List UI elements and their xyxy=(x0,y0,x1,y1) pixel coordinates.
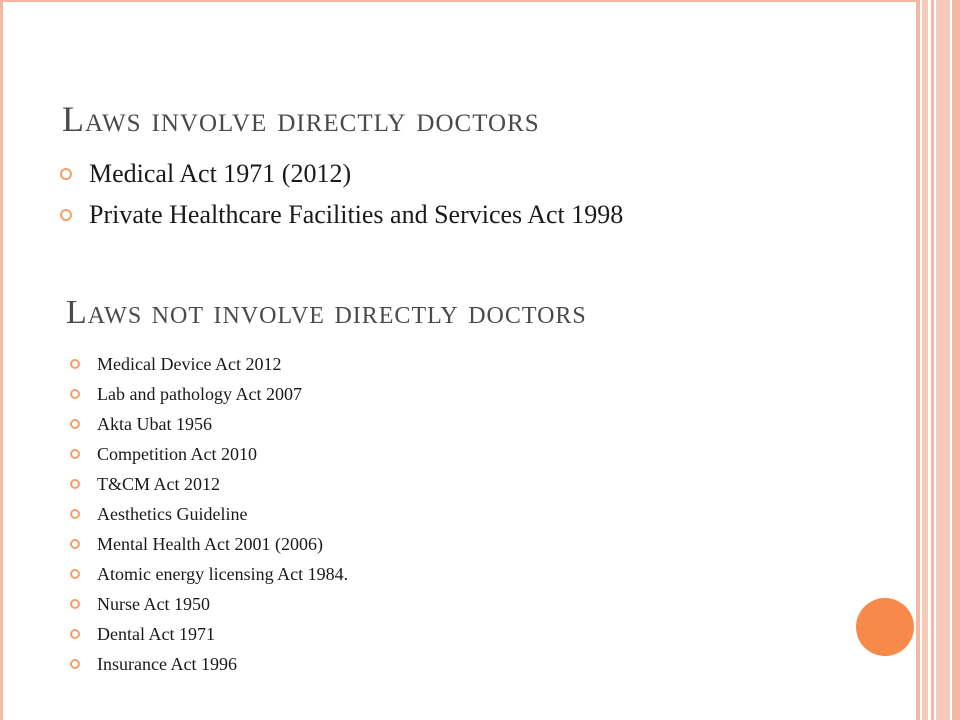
list-item-label: Mental Health Act 2001 (2006) xyxy=(97,534,323,554)
list-item-label: Aesthetics Guideline xyxy=(97,504,248,524)
bullet-circle-icon xyxy=(70,509,80,519)
list-item xyxy=(70,354,590,384)
decorative-stripe xyxy=(916,0,920,720)
bullet-circle-icon xyxy=(70,539,80,549)
list-item xyxy=(60,199,800,230)
accent-circle xyxy=(856,598,914,656)
bullet-circle-icon xyxy=(70,449,80,459)
bullet-circle-icon xyxy=(60,168,72,180)
slide-frame-left xyxy=(0,0,3,720)
slide-frame-top xyxy=(0,0,920,2)
list-item-label: Lab and pathology Act 2007 xyxy=(97,384,302,404)
list-item xyxy=(70,384,590,414)
slide-title-secondary: Laws not involve directly doctors xyxy=(66,294,587,331)
list-item-label: Akta Ubat 1956 xyxy=(97,414,212,434)
bullet-circle-icon xyxy=(70,659,80,669)
list-item xyxy=(70,564,590,594)
list-item xyxy=(70,534,590,564)
decorative-stripe xyxy=(922,0,928,720)
bullet-circle-icon xyxy=(70,629,80,639)
list-item xyxy=(70,654,590,684)
list-item-label: Insurance Act 1996 xyxy=(97,654,237,674)
list-item-label: Atomic energy licensing Act 1984. xyxy=(97,564,349,584)
decorative-stripe xyxy=(931,0,934,720)
list-item-label: Private Healthcare Facilities and Services Act 1998 xyxy=(89,200,624,229)
decorative-stripe xyxy=(952,0,960,720)
list-item xyxy=(70,414,590,444)
bullet-circle-icon xyxy=(60,209,72,221)
slide-title-primary: Laws involve directly doctors xyxy=(62,99,540,139)
list-item xyxy=(70,474,590,504)
list-item-label: Competition Act 2010 xyxy=(97,444,257,464)
list-item-label: T&CM Act 2012 xyxy=(97,474,221,494)
primary-laws-list xyxy=(60,158,800,240)
list-item xyxy=(70,624,590,654)
list-item-label: Medical Act 1971 (2012) xyxy=(89,159,352,188)
bullet-circle-icon xyxy=(70,479,80,489)
bullet-circle-icon xyxy=(70,359,80,369)
bullet-circle-icon xyxy=(70,419,80,429)
bullet-circle-icon xyxy=(70,599,80,609)
list-item-label: Dental Act 1971 xyxy=(97,624,215,644)
list-item-label: Medical Device Act 2012 xyxy=(97,354,282,374)
secondary-laws-list xyxy=(70,354,590,684)
list-item xyxy=(70,594,590,624)
list-item xyxy=(70,444,590,474)
decorative-stripe xyxy=(936,0,950,720)
bullet-circle-icon xyxy=(70,569,80,579)
list-item xyxy=(70,504,590,534)
list-item xyxy=(60,158,800,189)
list-item-label: Nurse Act 1950 xyxy=(97,594,210,614)
bullet-circle-icon xyxy=(70,389,80,399)
